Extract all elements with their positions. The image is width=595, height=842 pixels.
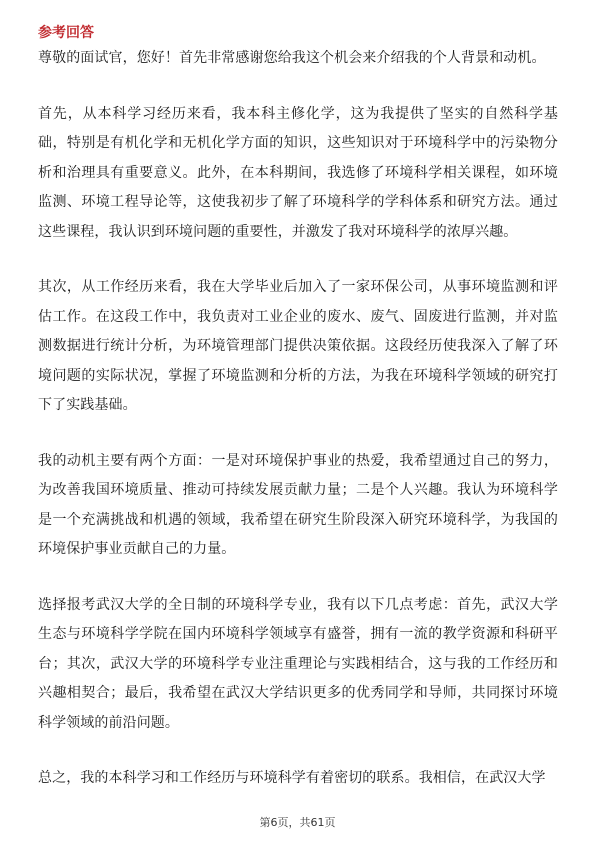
paragraph-conclusion: 总之，我的本科学习和工作经历与环境科学有着密切的联系。我相信，在武汉大学 xyxy=(38,770,546,786)
paragraph-greeting: 尊敬的面试官，您好！首先非常感谢您给我这个机会来介绍我的个人背景和动机。 xyxy=(38,50,546,66)
paragraph-motivation: 我的动机主要有两个方面：一是对环境保护事业的热爱，我希望通过自己的努力，为改善我国环境质量、推动可持续发展贡献力量；二是个人兴趣。我认为环境科学是一个充满挑战和机遇的领域，我希望在研究生阶段深入研究环境科学，为我国的环境保护事业贡献自己的力量。 xyxy=(38,452,558,557)
document-body xyxy=(38,22,558,794)
paragraph-education: 首先，从本科学习经历来看，我本科主修化学，这为我提供了坚实的自然科学基础，特别是有机化学和无机化学方面的知识，这些知识对于环境科学中的污染物分析和治理具有重要意义。此外，在本科期间，我选修了环境科学相关课程，如环境监测、环境工程导论等，这使我初步了解了环境科学的学科体系和研究方法。通过这些课程，我认识到环境问题的重要性，并激发了我对环境科学的浓厚兴趣。 xyxy=(38,105,558,240)
page-number-footer: 第6页，共61页 xyxy=(259,816,336,829)
paragraph-work-experience: 其次，从工作经历来看，我在大学毕业后加入了一家环保公司，从事环境监测和评估工作。在这段工作中，我负责对工业企业的废水、废气、固废进行监测，并对监测数据进行统计分析，为环境管理部门提供决策依据。这段经历使我深入了解了环境问题的实际状况，掌握了环境监测和分析的方法，为我在环境科学领域的研究打下了实践基础。 xyxy=(38,279,558,413)
paragraph-school-choice: 选择报考武汉大学的全日制的环境科学专业，我有以下几点考虑：首先，武汉大学生态与环境科学学院在国内环境科学领域享有盛誉，拥有一流的教学资源和科研平台；其次，武汉大学的环境科学专业注重理论与实践相结合，这与我的工作经历和兴趣相契合；最后，我希望在武汉大学结识更多的优秀同学和导师，共同探讨环境科学领域的前沿问题。 xyxy=(38,596,558,731)
section-heading: 参考回答 xyxy=(38,25,94,41)
